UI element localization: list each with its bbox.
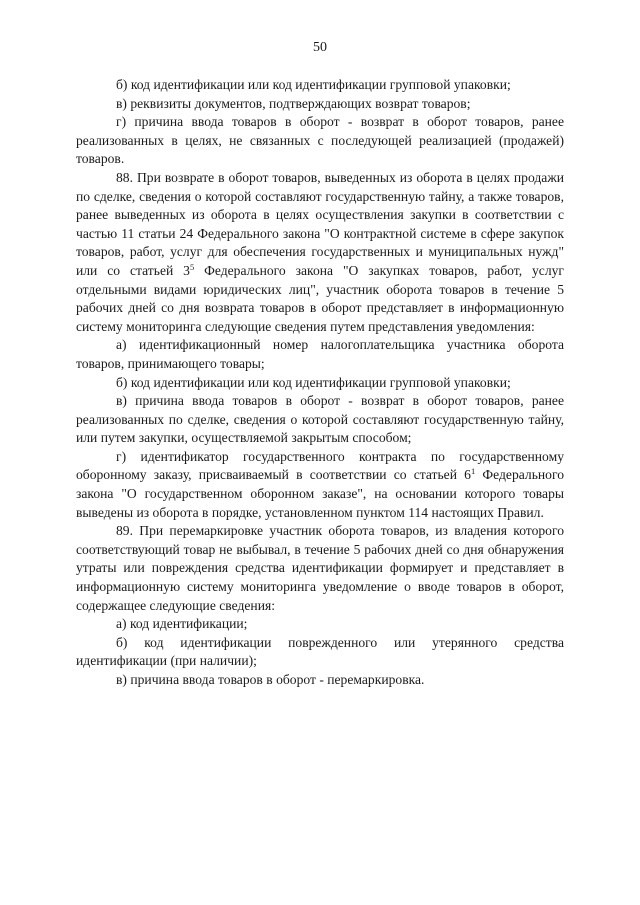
paragraph-item-b: б) код идентификации или код идентификации групповой упаковки;: [116, 374, 511, 390]
item-g-superscript: 1: [470, 466, 476, 477]
paragraph-item-g: [76, 448, 564, 522]
clause-88-superscript: 5: [189, 261, 195, 272]
paragraph-item-v: в) причина ввода товаров в оборот - возврат в оборот товаров, ранее реализованных по сделке, сведения о которой составляют государственную тайну, или путем закупки, осуществляемой закрытым способом;: [76, 393, 564, 446]
page-number: 50: [313, 40, 327, 55]
item-g-text-part1: г) идентификатор государственного контракта по государственному оборонному заказу, присваиваемый в соответствии со статьей 6: [76, 448, 564, 483]
paragraph-item-a: а) идентификационный номер налогоплательщика участника оборота товаров, принимающего товары;: [76, 337, 564, 371]
paragraph-item-v: в) причина ввода товаров в оборот - перемаркировка.: [116, 672, 425, 687]
clause-88-text-part1: 88. При возврате в оборот товаров, выведенных из оборота в целях продажи по сделке, сведения о которой составляют государственную тайну, а также товаров, ранее выведенных из оборота в целях осуществления закупки в соответствии с частью 11 статьи 24 Федерального закона "О контрактной системе в сфере закупок товаров, работ, услуг для обеспечения государственных и муниципальных нужд" или со статьей 3: [76, 169, 564, 278]
paragraph-item-b: б) код идентификации или код идентификации групповой упаковки;: [116, 77, 511, 92]
clause-88-text-part2: Федерального закона "О закупках товаров, работ, услуг отдельными видами юридических лиц", участник оборота товаров в течение 5 рабочих дней со дня возврата товаров в оборот представляет в информационную систему мониторинга следующие сведения путем представления уведомления:: [76, 262, 564, 334]
paragraph-item-v: в) реквизиты документов, подтверждающих возврат товаров;: [116, 95, 471, 111]
paragraph-clause-88: [76, 169, 564, 336]
document-body: [76, 76, 564, 690]
paragraph-clause-89: 89. При перемаркировке участник оборота товаров, из владения которого соответствующий товар не выбывал, в течение 5 рабочих дней со дня обнаружения утраты или повреждения средства идентификации формирует и представляет в информационную систему мониторинга уведомление о вводе товаров в оборот, содержащее следующие сведения:: [76, 523, 564, 613]
paragraph-item-a: а) код идентификации;: [116, 616, 248, 632]
paragraph-item-g: г) причина ввода товаров в оборот - возврат в оборот товаров, ранее реализованных в целях, не связанных с последующей реализацией (продажей) товаров.: [76, 114, 564, 167]
item-g-text-part2: Федерального закона "О государственном оборонном заказе", на основании которого товары выведены из оборота в порядке, установленном пунктом 114 настоящих Правил.: [76, 467, 564, 520]
paragraph-item-b: б) код идентификации поврежденного или утерянного средства идентификации (при наличии);: [76, 634, 564, 669]
